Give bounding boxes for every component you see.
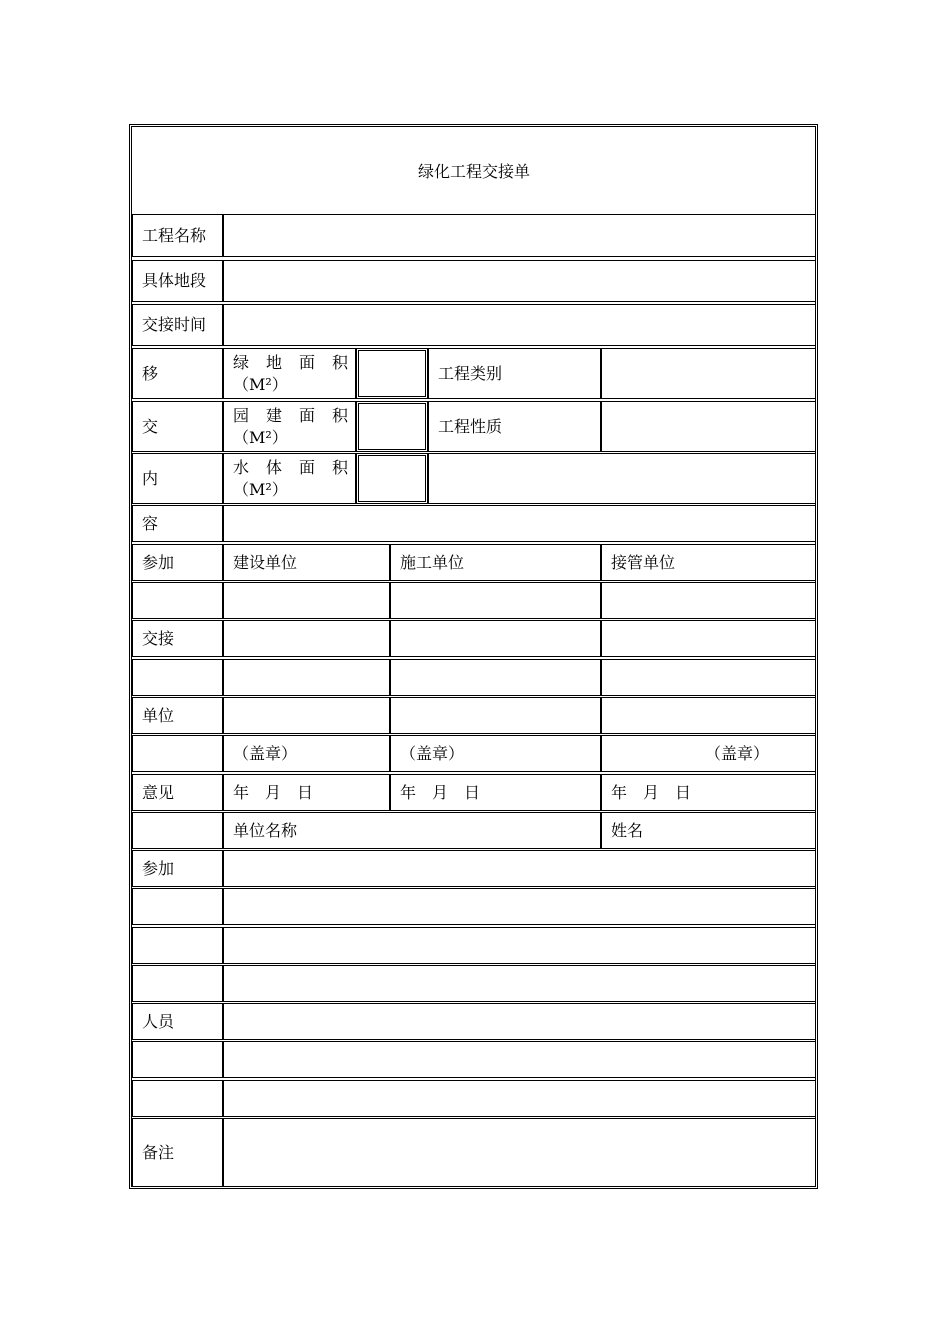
unit-name-header: 单位名称 <box>223 812 601 849</box>
receiver-unit-header: 接管单位 <box>601 544 816 581</box>
construction-area-field[interactable] <box>356 401 428 452</box>
builder-opinion-field[interactable] <box>223 620 390 657</box>
persons-side-blank <box>132 927 223 964</box>
person-row-field[interactable] <box>223 927 816 964</box>
water-area-text: 水 体 面 积 <box>233 457 348 477</box>
content-side-label: 内 <box>132 453 223 504</box>
water-area-field[interactable] <box>356 453 428 504</box>
builder-unit-header: 建设单位 <box>223 544 390 581</box>
person-row-field[interactable] <box>223 1041 816 1078</box>
builder-opinion-field[interactable] <box>223 697 390 734</box>
handover-time-field[interactable] <box>223 304 816 346</box>
green-area-field[interactable] <box>356 348 428 399</box>
handover-time-label: 交接时间 <box>132 304 223 346</box>
content-field[interactable] <box>223 505 816 542</box>
person-row-field[interactable] <box>223 965 816 1002</box>
receiver-opinion-field[interactable] <box>601 659 816 696</box>
green-area-unit: （M²） <box>233 374 288 394</box>
construction-area-label <box>223 401 356 452</box>
nature-field[interactable] <box>601 401 816 452</box>
person-row-field[interactable] <box>223 1003 816 1040</box>
builder-opinion-field[interactable] <box>223 582 390 619</box>
persons-side-blank <box>132 1080 223 1117</box>
receiver-opinion-field[interactable] <box>601 620 816 657</box>
construction-area-unit: （M²） <box>233 427 288 447</box>
persons-side-blank <box>132 812 223 849</box>
units-side-label: 单位 <box>132 697 223 734</box>
project-name-label: 工程名称 <box>132 214 223 257</box>
content-side-label: 容 <box>132 505 223 542</box>
contractor-opinion-field[interactable] <box>390 659 601 696</box>
person-row-field[interactable] <box>223 888 816 925</box>
person-row-field[interactable] <box>223 1080 816 1117</box>
receiver-opinion-field[interactable] <box>601 582 816 619</box>
person-name-header: 姓名 <box>601 812 816 849</box>
remarks-label: 备注 <box>132 1118 223 1187</box>
builder-opinion-field[interactable] <box>223 659 390 696</box>
persons-side-blank <box>132 1041 223 1078</box>
content-side-label: 移 <box>132 348 223 399</box>
location-field[interactable] <box>223 260 816 302</box>
water-area-unit: （M²） <box>233 479 288 499</box>
water-extra-field[interactable] <box>428 453 816 504</box>
form-title: 绿化工程交接单 <box>417 161 530 181</box>
contractor-unit-header: 施工单位 <box>390 544 601 581</box>
content-side-label: 交 <box>132 401 223 452</box>
persons-side-label: 参加 <box>132 850 223 887</box>
contractor-opinion-field[interactable] <box>390 620 601 657</box>
person-row-field[interactable] <box>223 850 816 887</box>
green-area-label <box>223 348 356 399</box>
location-label: 具体地段 <box>132 260 223 302</box>
nature-label: 工程性质 <box>428 401 601 452</box>
remarks-field[interactable] <box>223 1118 816 1187</box>
units-side-blank <box>132 659 223 696</box>
green-area-text: 绿 地 面 积 <box>233 352 348 372</box>
receiver-date: 年 月 日 <box>601 774 816 811</box>
units-side-blank <box>132 582 223 619</box>
construction-area-text: 园 建 面 积 <box>233 405 348 425</box>
persons-side-blank <box>132 888 223 925</box>
water-area-label <box>223 453 356 504</box>
contractor-seal: （盖章） <box>390 735 601 772</box>
contractor-opinion-field[interactable] <box>390 697 601 734</box>
project-name-field[interactable] <box>223 214 816 257</box>
units-side-blank <box>132 735 223 772</box>
category-label: 工程类别 <box>428 348 601 399</box>
persons-side-label: 人员 <box>132 1003 223 1040</box>
persons-side-blank <box>132 965 223 1002</box>
contractor-date: 年 月 日 <box>390 774 601 811</box>
receiver-opinion-field[interactable] <box>601 697 816 734</box>
category-field[interactable] <box>601 348 816 399</box>
receiver-seal: （盖章） <box>601 735 816 772</box>
builder-seal: （盖章） <box>223 735 390 772</box>
units-side-label: 交接 <box>132 620 223 657</box>
units-side-label: 意见 <box>132 774 223 811</box>
contractor-opinion-field[interactable] <box>390 582 601 619</box>
builder-date: 年 月 日 <box>223 774 390 811</box>
units-side-label: 参加 <box>132 544 223 581</box>
